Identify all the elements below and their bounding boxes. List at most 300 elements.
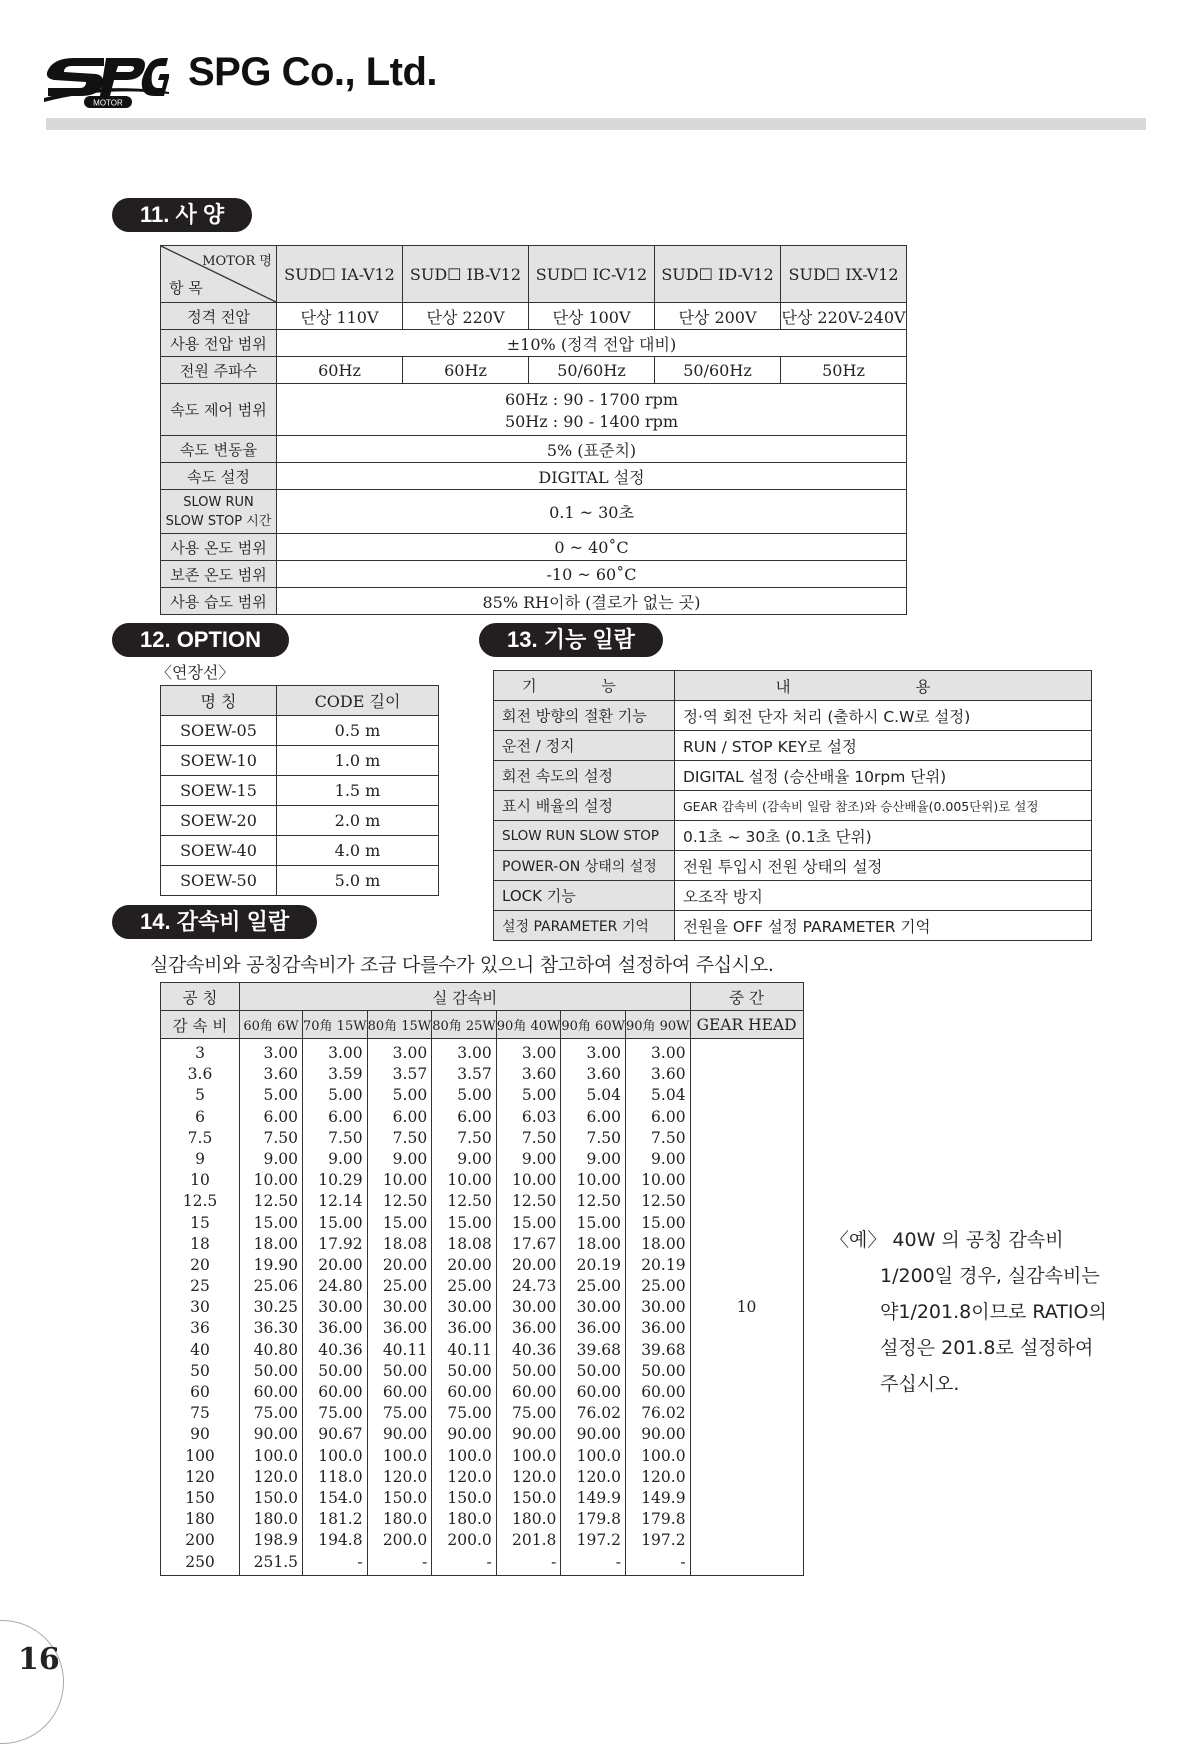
function-desc: GEAR 감속비 (감속비 일람 참조)와 승산배율(0.005단위)로 설정 [675, 791, 1092, 821]
actual-ratio: 179.8 [576, 1510, 621, 1529]
actual-ratio: 7.50 [457, 1128, 492, 1147]
company-name: SPG Co., Ltd. [188, 50, 438, 94]
actual-ratio: 7.50 [651, 1128, 686, 1147]
actual-ratio: 90.67 [318, 1425, 363, 1444]
spec-label: 속도 변동율 [161, 436, 277, 463]
actual-ratio: - [551, 1552, 557, 1571]
actual-ratio: 6.00 [263, 1107, 298, 1126]
actual-ratio: 3.57 [457, 1065, 492, 1084]
spec-label [161, 490, 277, 534]
actual-ratio: 17.67 [512, 1234, 557, 1253]
nominal-ratio: 90 [190, 1425, 210, 1444]
slow-label-2: SLOW STOP 시간 [165, 513, 272, 529]
actual-ratio: 120.0 [447, 1467, 492, 1486]
nominal-ratio: 36 [190, 1319, 210, 1338]
actual-ratio: 20.00 [318, 1255, 363, 1274]
spec-value: 50Hz [781, 357, 907, 384]
actual-ratio: 120.0 [641, 1467, 686, 1486]
model-header: SUD☐ IB-V12 [403, 246, 529, 303]
speed-range-60: 60Hz : 90 - 1700 rpm [504, 390, 679, 410]
actual-ratio: 25.00 [447, 1277, 492, 1296]
actual-ratio: 5.00 [457, 1086, 492, 1105]
actual-ratio: 18.00 [641, 1234, 686, 1253]
page-number-circle [0, 1620, 64, 1744]
actual-ratio: 200.0 [447, 1531, 492, 1550]
actual-ratio: 15.00 [512, 1213, 557, 1232]
actual-ratio: 76.02 [576, 1404, 621, 1423]
actual-ratio: 20.00 [512, 1255, 557, 1274]
actual-ratio: 40.80 [253, 1340, 298, 1359]
actual-ratio: 40.36 [512, 1340, 557, 1359]
actual-ratio: 60.00 [318, 1383, 363, 1401]
actual-ratio: 100.0 [576, 1446, 621, 1465]
actual-ratio: 15.00 [576, 1213, 621, 1232]
actual-ratio: 180.0 [382, 1510, 428, 1529]
model-header: SUD☐ IC-V12 [529, 246, 655, 303]
actual-ratio: 20.00 [447, 1255, 492, 1274]
actual-ratio: 200.0 [382, 1531, 428, 1550]
function-desc: 전원 투입시 전원 상태의 설정 [675, 851, 1092, 881]
spg-motor-logo [44, 52, 169, 108]
nominal-ratio: 3 [195, 1044, 205, 1062]
option-length: 2.0 m [277, 806, 439, 836]
actual-ratio: 18.08 [447, 1234, 492, 1253]
actual-ratio: 17.92 [318, 1234, 363, 1253]
actual-ratio: 39.68 [641, 1340, 686, 1359]
actual-ratio: 20.19 [576, 1255, 621, 1274]
section-title-option: 12. OPTION [112, 623, 289, 657]
actual-ratio: 36.00 [447, 1319, 492, 1338]
actual-ratio: 50.00 [382, 1361, 428, 1380]
actual-ratio: 181.2 [318, 1510, 363, 1529]
motor-col-header: 90角 90W [625, 1011, 690, 1039]
actual-ratio: 6.00 [586, 1107, 621, 1126]
spec-label: 속도 설정 [161, 463, 277, 490]
actual-ratio: 100.0 [253, 1446, 298, 1465]
actual-ratio: 30.00 [318, 1298, 363, 1317]
actual-ratio: 50.00 [447, 1361, 492, 1380]
actual-ratio: 6.00 [651, 1107, 686, 1126]
actual-ratio: 30.00 [576, 1298, 621, 1317]
example-line: 설정은 201.8로 설정하여 [880, 1337, 1094, 1359]
nominal-ratio: 5 [195, 1086, 205, 1105]
spec-corner-cell [161, 246, 277, 303]
actual-ratio: 90.00 [641, 1425, 686, 1444]
actual-ratio: 7.50 [263, 1128, 298, 1147]
actual-ratio: 30.00 [641, 1298, 686, 1317]
nominal-header-2: 감 속 비 [161, 1011, 240, 1039]
actual-ratio: 5.04 [586, 1086, 621, 1105]
actual-ratio: - [615, 1552, 621, 1571]
speed-range-50: 50Hz : 90 - 1400 rpm [504, 411, 679, 431]
actual-ratio: 5.00 [392, 1086, 428, 1105]
actual-ratio: 90.00 [382, 1425, 428, 1444]
example-line: 약1/201.8이므로 RATIO의 [880, 1301, 1107, 1323]
actual-ratio: 10.00 [382, 1171, 428, 1190]
actual-ratio: - [357, 1552, 363, 1571]
actual-ratio: 3.00 [392, 1044, 428, 1062]
actual-ratio: 3.60 [263, 1065, 298, 1084]
actual-ratio: 36.00 [512, 1319, 557, 1338]
actual-ratio: 180.0 [253, 1510, 298, 1529]
actual-ratio: 30.00 [382, 1298, 428, 1317]
nominal-ratio: 6 [195, 1107, 205, 1126]
actual-ratio: 150.0 [382, 1488, 428, 1507]
actual-ratio: 36.00 [318, 1319, 363, 1338]
model-header: SUD☐ IA-V12 [277, 246, 403, 303]
function-desc: 0.1초 ~ 30초 (0.1초 단위) [675, 821, 1092, 851]
actual-ratio: 39.68 [576, 1340, 621, 1359]
actual-ratio: 100.0 [512, 1446, 557, 1465]
actual-ratio: 120.0 [382, 1467, 428, 1486]
actual-ratio: 6.00 [392, 1107, 428, 1126]
actual-ratio: 40.11 [382, 1340, 428, 1359]
actual-ratio: 9.00 [392, 1149, 428, 1168]
function-name: POWER-ON 상태의 설정 [494, 851, 675, 881]
actual-ratio: 3.57 [392, 1065, 428, 1084]
actual-ratio: 100.0 [641, 1446, 686, 1465]
actual-ratio: 198.9 [253, 1531, 298, 1550]
actual-ratio: 194.8 [318, 1531, 363, 1550]
actual-ratio: 15.00 [382, 1213, 428, 1232]
section-title-gear: 14. 감속비 일람 [112, 905, 317, 939]
nominal-ratio: 15 [190, 1213, 210, 1232]
option-table [160, 685, 439, 896]
nominal-ratio: 9 [195, 1149, 205, 1168]
nominal-column [161, 1039, 240, 1576]
actual-ratio: 9.00 [521, 1149, 557, 1168]
page-number: 16 [18, 1642, 60, 1677]
actual-ratio: 3.60 [651, 1065, 686, 1084]
option-subtitle: 〈연장선〉 [156, 663, 235, 682]
spec-label: 속도 제어 범위 [161, 384, 277, 436]
spec-value: -10 ~ 60˚C [277, 561, 907, 588]
actual-ratio: 15.00 [253, 1213, 298, 1232]
svg-text:MOTOR: MOTOR [93, 98, 123, 108]
function-desc: 정·역 회전 단자 처리 (출하시 C.W로 설정) [675, 701, 1092, 731]
example-line: 주십시오. [880, 1373, 960, 1395]
actual-ratio: 154.0 [318, 1488, 363, 1507]
actual-ratio: 3.00 [521, 1044, 557, 1062]
actual-ratio: 100.0 [447, 1446, 492, 1465]
actual-ratio: 75.00 [318, 1404, 363, 1423]
actual-ratio: 90.00 [576, 1425, 621, 1444]
actual-ratio: 3.00 [328, 1044, 363, 1062]
actual-ratio: 5.00 [521, 1086, 557, 1105]
actual-ratio: 5.00 [328, 1086, 363, 1105]
ratio-column [625, 1039, 690, 1576]
actual-ratio: 3.00 [457, 1044, 492, 1062]
actual-ratio: 12.50 [641, 1192, 686, 1211]
actual-ratio: 150.0 [447, 1488, 492, 1507]
function-table [493, 670, 1092, 941]
spec-value: 60Hz [403, 357, 529, 384]
actual-ratio: 76.02 [641, 1404, 686, 1423]
function-name: 회전 방향의 절환 기능 [494, 701, 675, 731]
actual-ratio: 179.8 [641, 1510, 686, 1529]
nominal-ratio: 40 [190, 1340, 210, 1359]
actual-ratio: 9.00 [651, 1149, 686, 1168]
actual-ratio: 90.00 [447, 1425, 492, 1444]
actual-ratio: 90.00 [512, 1425, 557, 1444]
function-name: LOCK 기능 [494, 881, 675, 911]
actual-ratio: 5.00 [263, 1086, 298, 1105]
spec-value: 0.1 ~ 30초 [277, 490, 907, 534]
actual-ratio: 50.00 [253, 1361, 298, 1380]
actual-ratio: 100.0 [382, 1446, 428, 1465]
actual-ratio: 75.00 [382, 1404, 428, 1423]
nominal-ratio: 30 [190, 1298, 210, 1317]
actual-ratio: 3.00 [586, 1044, 621, 1062]
slow-label-1: SLOW RUN [183, 494, 254, 510]
actual-ratio: 30.00 [447, 1298, 492, 1317]
actual-ratio: 10.00 [253, 1171, 298, 1190]
nominal-ratio: 250 [185, 1552, 215, 1571]
actual-ratio: 120.0 [576, 1467, 621, 1486]
actual-ratio: 50.00 [318, 1361, 363, 1380]
function-desc: 전원을 OFF 설정 PARAMETER 기억 [675, 911, 1092, 941]
actual-ratio: 12.50 [447, 1192, 492, 1211]
actual-ratio: 15.00 [641, 1213, 686, 1232]
actual-ratio: 18.00 [253, 1234, 298, 1253]
option-header: CODE 길이 [277, 686, 439, 716]
gear-note: 실감속비와 공칭감속비가 조금 다를수가 있으니 참고하여 설정하여 주십시오. [150, 954, 774, 976]
actual-ratio: 180.0 [512, 1510, 557, 1529]
motor-col-header: 90角 40W [496, 1011, 561, 1039]
nominal-ratio: 60 [190, 1383, 210, 1401]
gear-head-value: 10 [690, 1039, 803, 1576]
example-line: 1/200일 경우, 실감속비는 [880, 1265, 1100, 1287]
function-desc: 오조작 방지 [675, 881, 1092, 911]
actual-ratio: 6.00 [328, 1107, 363, 1126]
nominal-ratio: 25 [190, 1277, 210, 1296]
actual-ratio: 100.0 [318, 1446, 363, 1465]
actual-ratio: 3.60 [586, 1065, 621, 1084]
actual-ratio: 197.2 [576, 1531, 621, 1550]
spec-value: 50/60Hz [655, 357, 781, 384]
actual-ratio: 9.00 [328, 1149, 363, 1168]
actual-ratio: 60.00 [447, 1383, 492, 1401]
function-name: 표시 배율의 설정 [494, 791, 675, 821]
actual-ratio: 18.08 [382, 1234, 428, 1253]
actual-ratio: 149.9 [641, 1488, 686, 1507]
actual-ratio: 20.19 [641, 1255, 686, 1274]
actual-ratio: 50.00 [641, 1361, 686, 1380]
motor-col-header: 90角 60W [561, 1011, 626, 1039]
spec-value: ±10% (정격 전압 대비) [277, 330, 907, 357]
nominal-ratio: 120 [185, 1467, 215, 1486]
spec-value [277, 384, 907, 436]
spec-table [160, 245, 907, 615]
actual-ratio: 20.00 [382, 1255, 428, 1274]
spec-value: 85% RH이하 (결로가 없는 곳) [277, 588, 907, 615]
example-note [830, 1222, 1107, 1402]
option-name: SOEW-05 [161, 716, 277, 746]
actual-ratio: 36.00 [641, 1319, 686, 1338]
actual-ratio: 9.00 [457, 1149, 492, 1168]
option-name: SOEW-20 [161, 806, 277, 836]
actual-ratio: 3.60 [521, 1065, 557, 1084]
function-header: 기 능 [494, 671, 675, 701]
actual-ratio: 75.00 [512, 1404, 557, 1423]
actual-ratio: 60.00 [512, 1383, 557, 1401]
actual-ratio: 75.00 [253, 1404, 298, 1423]
option-length: 0.5 m [277, 716, 439, 746]
nominal-ratio: 18 [190, 1234, 210, 1253]
actual-ratio: 10.29 [318, 1171, 363, 1190]
actual-ratio: 3.00 [651, 1044, 686, 1062]
actual-ratio: 25.00 [382, 1277, 428, 1296]
actual-ratio: 7.50 [392, 1128, 428, 1147]
actual-ratio: 24.73 [512, 1277, 557, 1296]
nominal-ratio: 7.5 [187, 1128, 213, 1147]
gear-ratio-table [160, 982, 804, 1576]
actual-ratio: 12.50 [382, 1192, 428, 1211]
actual-ratio: 12.50 [512, 1192, 557, 1211]
spec-value: 50/60Hz [529, 357, 655, 384]
spec-value: 단상 100V [529, 303, 655, 330]
function-header: 내 용 [675, 671, 1092, 701]
actual-ratio: 201.8 [512, 1531, 557, 1550]
option-length: 4.0 m [277, 836, 439, 866]
spec-value: 60Hz [277, 357, 403, 384]
actual-ratio: 60.00 [641, 1383, 686, 1401]
actual-ratio: 7.50 [586, 1128, 621, 1147]
function-name: 운전 / 정지 [494, 731, 675, 761]
actual-ratio: 150.0 [253, 1488, 298, 1507]
option-length: 1.5 m [277, 776, 439, 806]
option-length: 5.0 m [277, 866, 439, 896]
nominal-header: 공 칭 [161, 983, 240, 1011]
function-name: SLOW RUN SLOW STOP [494, 821, 675, 851]
ratio-column [240, 1039, 303, 1576]
spec-value: 단상 110V [277, 303, 403, 330]
actual-ratio: - [680, 1552, 686, 1571]
spec-label: 전원 주파수 [161, 357, 277, 384]
actual-ratio: 18.00 [576, 1234, 621, 1253]
actual-ratio: 149.9 [576, 1488, 621, 1507]
spec-label: 사용 전압 범위 [161, 330, 277, 357]
nominal-ratio: 50 [190, 1361, 210, 1380]
spec-label: 보존 온도 범위 [161, 561, 277, 588]
header-rule [46, 118, 1146, 130]
nominal-ratio: 180 [185, 1510, 215, 1529]
motor-col-header: 80角 15W [367, 1011, 432, 1039]
actual-ratio: 118.0 [318, 1467, 363, 1486]
actual-ratio: 120.0 [512, 1467, 557, 1486]
option-name: SOEW-40 [161, 836, 277, 866]
actual-ratio: 90.00 [253, 1425, 298, 1444]
nominal-ratio: 20 [190, 1255, 210, 1274]
option-header: 명 칭 [161, 686, 277, 716]
actual-ratio: 60.00 [382, 1383, 428, 1401]
example-line: 〈예〉 40W 의 공칭 감속비 [830, 1229, 1064, 1251]
actual-ratio: 60.00 [576, 1383, 621, 1401]
actual-ratio: 10.00 [512, 1171, 557, 1190]
ratio-column [367, 1039, 432, 1576]
spec-label: 정격 전압 [161, 303, 277, 330]
actual-ratio: 197.2 [641, 1531, 686, 1550]
actual-ratio: 9.00 [586, 1149, 621, 1168]
actual-ratio: 36.00 [382, 1319, 428, 1338]
spec-value: 단상 220V [403, 303, 529, 330]
actual-ratio: 3.00 [263, 1044, 298, 1062]
actual-ratio: 6.00 [457, 1107, 492, 1126]
actual-ratio: 25.00 [576, 1277, 621, 1296]
actual-ratio: 25.00 [641, 1277, 686, 1296]
nominal-ratio: 100 [185, 1446, 215, 1465]
motor-col-header: 70角 15W [303, 1011, 368, 1039]
nominal-ratio: 12.5 [182, 1192, 218, 1211]
actual-ratio: 50.00 [512, 1361, 557, 1380]
actual-ratio: 25.06 [253, 1277, 298, 1296]
spec-value: 단상 220V-240V [781, 303, 907, 330]
nominal-ratio: 10 [190, 1171, 210, 1190]
corner-bottom-label: 항 목 [169, 279, 203, 297]
actual-ratio: 50.00 [576, 1361, 621, 1380]
actual-ratio: 36.00 [576, 1319, 621, 1338]
motor-col-header: 80角 25W [432, 1011, 497, 1039]
corner-top-label: MOTOR 명 [202, 254, 272, 269]
actual-ratio: 30.00 [512, 1298, 557, 1317]
actual-header: 실 감속비 [240, 983, 691, 1011]
actual-ratio: 9.00 [263, 1149, 298, 1168]
ratio-column [496, 1039, 561, 1576]
actual-ratio: 180.0 [447, 1510, 492, 1529]
gear-head-header: GEAR HEAD [690, 1011, 803, 1039]
section-title-spec: 11. 사 양 [112, 198, 252, 232]
nominal-ratio: 3.6 [187, 1065, 213, 1084]
spec-value: 5% (표준치) [277, 436, 907, 463]
nominal-ratio: 200 [185, 1531, 215, 1550]
actual-ratio: 12.14 [318, 1192, 363, 1211]
function-desc: DIGITAL 설정 (승산배율 10rpm 단위) [675, 761, 1092, 791]
model-header: SUD☐ IX-V12 [781, 246, 907, 303]
actual-ratio: 7.50 [521, 1128, 557, 1147]
ratio-column [303, 1039, 368, 1576]
actual-ratio: 120.0 [253, 1467, 298, 1486]
actual-ratio: 3.59 [328, 1065, 363, 1084]
actual-ratio: 251.5 [253, 1552, 298, 1571]
actual-ratio: 150.0 [512, 1488, 557, 1507]
option-name: SOEW-10 [161, 746, 277, 776]
actual-ratio: 10.00 [576, 1171, 621, 1190]
actual-ratio: 15.00 [318, 1213, 363, 1232]
actual-ratio: 24.80 [318, 1277, 363, 1296]
actual-ratio: 60.00 [253, 1383, 298, 1401]
actual-ratio: 19.90 [253, 1255, 298, 1274]
actual-ratio: 36.30 [253, 1319, 298, 1338]
actual-ratio: 15.00 [447, 1213, 492, 1232]
function-desc: RUN / STOP KEY로 설정 [675, 731, 1092, 761]
spec-label: 사용 온도 범위 [161, 534, 277, 561]
actual-ratio: 10.00 [641, 1171, 686, 1190]
ratio-column [561, 1039, 626, 1576]
actual-ratio: 12.50 [253, 1192, 298, 1211]
motor-col-header: 60角 6W [240, 1011, 303, 1039]
option-length: 1.0 m [277, 746, 439, 776]
section-title-functions: 13. 기능 일람 [479, 623, 663, 657]
function-name: 회전 속도의 설정 [494, 761, 675, 791]
actual-ratio: 75.00 [447, 1404, 492, 1423]
spec-value: DIGITAL 설정 [277, 463, 907, 490]
spec-value: 단상 200V [655, 303, 781, 330]
option-name: SOEW-50 [161, 866, 277, 896]
actual-ratio: 6.03 [521, 1107, 557, 1126]
model-header: SUD☐ ID-V12 [655, 246, 781, 303]
function-name: 설정 PARAMETER 기억 [494, 911, 675, 941]
actual-ratio: 30.25 [253, 1298, 298, 1317]
